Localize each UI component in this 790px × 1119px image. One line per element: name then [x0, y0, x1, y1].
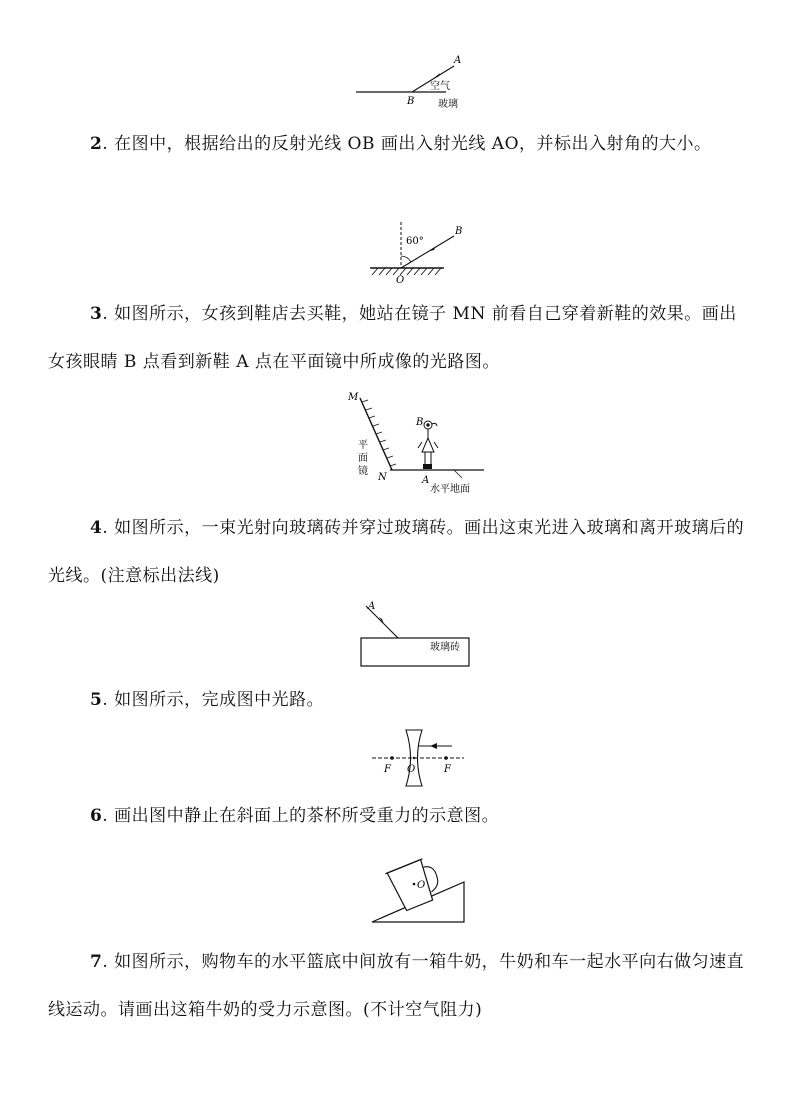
label-a: A — [422, 475, 430, 486]
label-glass: 玻璃 — [438, 99, 458, 110]
question-3 — [48, 290, 748, 386]
question-number: 4 — [90, 518, 103, 538]
focus-left — [390, 756, 394, 760]
label-b: B — [416, 417, 424, 428]
label-f-left: F — [384, 764, 391, 775]
mirror-label-2: 面 — [358, 453, 368, 464]
figure-concave-lens — [370, 726, 466, 788]
label-n: N — [378, 472, 387, 483]
mirror-hatching — [372, 268, 441, 275]
label-a: A — [454, 55, 462, 66]
ground-label: 水平地面 — [430, 484, 470, 495]
figure-air-glass — [350, 50, 460, 112]
optical-center — [413, 757, 415, 759]
label-b: B — [407, 96, 415, 107]
mirror-label-1: 平 — [358, 440, 368, 451]
angle-label: 60° — [406, 236, 424, 247]
figure-mirror-girl — [342, 388, 490, 500]
brick-label: 玻璃砖 — [430, 642, 460, 653]
question-2 — [48, 120, 748, 168]
label-o: O — [396, 275, 405, 286]
label-a: A — [368, 601, 376, 612]
question-number: 3 — [90, 304, 103, 324]
question-text: . 画出图中静止在斜面上的茶杯所受重力的示意图。 — [102, 806, 500, 826]
question-text: . 如图所示，完成图中光路。 — [102, 690, 325, 710]
question-7 — [48, 938, 748, 1034]
ground-pointer — [454, 470, 462, 478]
question-number: 5 — [90, 690, 103, 710]
question-text: . 如图所示，购物车的水平篮底中间放有一箱牛奶，牛奶和车一起水平向右做匀速直线运动。请画出这箱牛奶的受力示意图。(不计空气阻力) — [48, 952, 745, 1020]
question-text: . 在图中，根据给出的反射光线 OB 画出入射光线 AO，并标出入射角的大小。 — [102, 134, 712, 154]
label-air: 空气 — [430, 81, 450, 92]
focus-right — [444, 756, 448, 760]
question-number: 2 — [90, 134, 103, 154]
label-m: M — [348, 392, 359, 403]
label-b: B — [455, 226, 463, 237]
question-4 — [48, 504, 748, 600]
figure-glass-brick — [356, 598, 474, 670]
question-text: . 如图所示，女孩到鞋店去买鞋，她站在镜子 MN 前看自己穿着新鞋的效果。画出女孩眼睛 B 点看到新鞋 A 点在平面镜中所成像的光路图。 — [48, 304, 737, 372]
figure-cup-incline — [364, 846, 474, 926]
question-number: 6 — [90, 806, 103, 826]
mirror-label-3: 镜 — [358, 466, 368, 477]
question-text: . 如图所示，一束光射向玻璃砖并穿过玻璃砖。画出这束光进入玻璃和离开玻璃后的光线。(注意标出法线) — [48, 518, 745, 586]
angle-arc — [401, 256, 411, 262]
new-shoe — [423, 464, 432, 469]
question-number: 7 — [90, 952, 103, 972]
label-o: O — [417, 880, 426, 891]
question-5 — [48, 676, 748, 724]
label-o: O — [407, 764, 416, 775]
ray-arrow — [430, 743, 437, 749]
label-f-right: F — [444, 764, 451, 775]
center-of-gravity — [413, 883, 416, 886]
figure-reflection — [366, 218, 476, 284]
question-6 — [48, 792, 748, 840]
